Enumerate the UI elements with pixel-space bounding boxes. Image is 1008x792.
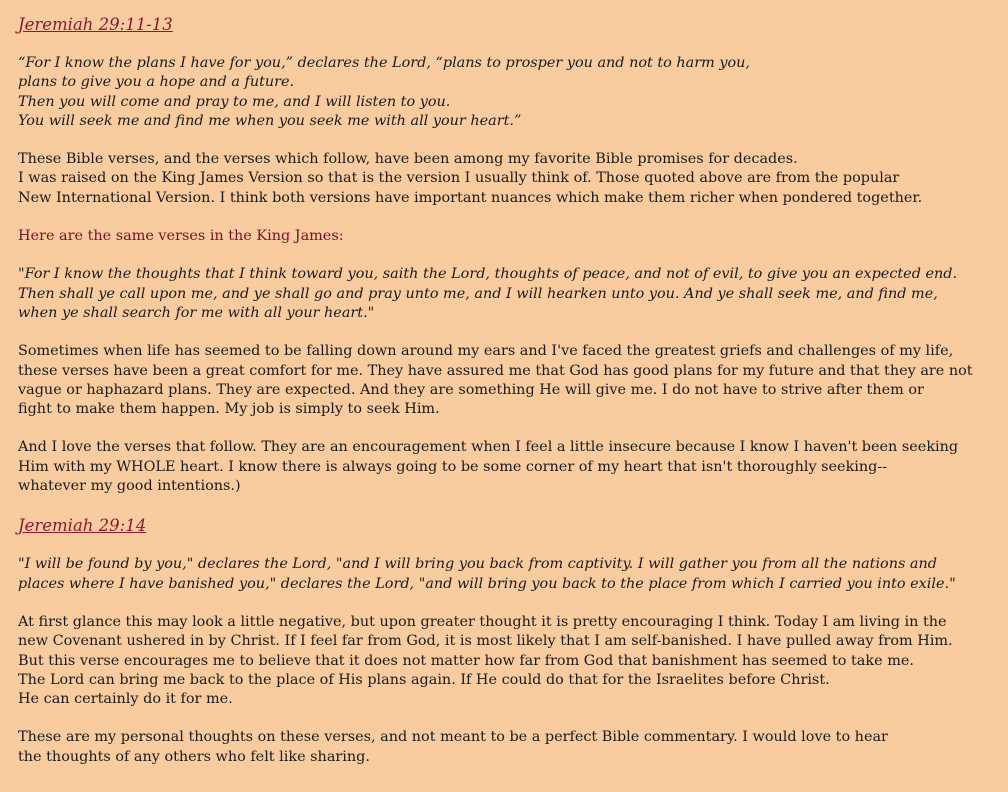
quote-kjv <box>18 265 1008 323</box>
quote-niv-line: Then you will come and pray to me, and I will listen to you. <box>18 93 451 110</box>
jeremiah-29-11-13-link[interactable]: Jeremiah 29:11-13 <box>18 15 173 34</box>
quote-niv-line: plans to give you a hope and a future. <box>18 74 295 91</box>
paragraph-line: fight to make them happen. My job is simply to seek Him. <box>18 401 440 418</box>
quote-niv <box>18 54 1008 131</box>
paragraph-closing <box>18 728 1008 767</box>
paragraph-line: I was raised on the King James Version so that is the version I usually think of. Those quoted above are from the popular <box>18 170 900 187</box>
paragraph-comfort <box>18 342 1008 419</box>
paragraph-intro <box>18 150 1008 208</box>
paragraph-line: these verses have been a great comfort for me. They have assured me that God has good plans for my future and that they are not <box>18 362 973 379</box>
paragraph-follow <box>18 438 1008 496</box>
paragraph-line: At first glance this may look a little negative, but upon greater thought it is pretty encouraging I think. Today I am living in the <box>18 613 947 630</box>
paragraph-line: whatever my good intentions.) <box>18 478 241 495</box>
paragraph-line: The Lord can bring me back to the place of His plans again. If He could do that for the Israelites before Christ. <box>18 671 830 688</box>
king-james-label <box>18 227 1008 246</box>
paragraph-line: He can certainly do it for me. <box>18 691 233 708</box>
paragraph-glance <box>18 613 1008 709</box>
paragraph-line: Sometimes when life has seemed to be falling down around my ears and I've faced the greatest griefs and challenges of my life, <box>18 343 954 360</box>
paragraph-line: And I love the verses that follow. They are an encouragement when I feel a little insecure because I know I haven't been seeking <box>18 439 959 456</box>
heading-jeremiah-29-14 <box>18 515 1008 537</box>
quote-29-14-line: "I will be found by you," declares the Lord, "and I will bring you back from captivity. I will gather you from all the nations and <box>18 556 937 573</box>
paragraph-line: the thoughts of any others who felt like sharing. <box>18 748 370 765</box>
paragraph-line: vague or haphazard plans. They are expected. And they are something He will give me. I do not have to strive after them or <box>18 381 924 398</box>
paragraph-line: These are my personal thoughts on these verses, and not meant to be a perfect Bible commentary. I would love to hear <box>18 729 888 746</box>
quote-niv-line: “For I know the plans I have for you,” declares the Lord, “plans to prosper you and not to harm you, <box>18 55 750 71</box>
king-james-label-text: Here are the same verses in the King James: <box>18 228 344 245</box>
paragraph-line: New International Version. I think both versions have important nuances which make them richer when pondered together. <box>18 189 923 206</box>
paragraph-line: But this verse encourages me to believe that it does not matter how far from God that banishment has seemed to take me. <box>18 652 914 669</box>
jeremiah-29-14-link[interactable]: Jeremiah 29:14 <box>18 516 147 536</box>
quote-kjv-line: Then shall ye call upon me, and ye shall go and pray unto me, and I will hearken unto you. And ye shall seek me, and find me, <box>18 285 938 302</box>
paragraph-line: new Covenant ushered in by Christ. If I feel far from God, it is most likely that I am self-banished. I have pulled away from Him. <box>18 633 953 650</box>
quote-29-14-line: places where I have banished you," declares the Lord, "and will bring you back to the place from which I carried you into exile." <box>18 575 956 592</box>
paragraph-line: Him with my WHOLE heart. I know there is always going to be some corner of my heart that isn't thoroughly seeking-- <box>18 458 888 475</box>
paragraph-line: These Bible verses, and the verses which follow, have been among my favorite Bible promises for decades. <box>18 151 798 168</box>
quote-29-14 <box>18 555 1008 594</box>
quote-kjv-line: "For I know the thoughts that I think toward you, saith the Lord, thoughts of peace, and not of evil, to give you an expected end. <box>18 266 958 283</box>
quote-kjv-line: when ye shall search for me with all your heart." <box>18 304 375 321</box>
heading-jeremiah-29-11-13 <box>18 14 1008 36</box>
quote-niv-line: You will seek me and find me when you seek me with all your heart.” <box>18 112 522 129</box>
